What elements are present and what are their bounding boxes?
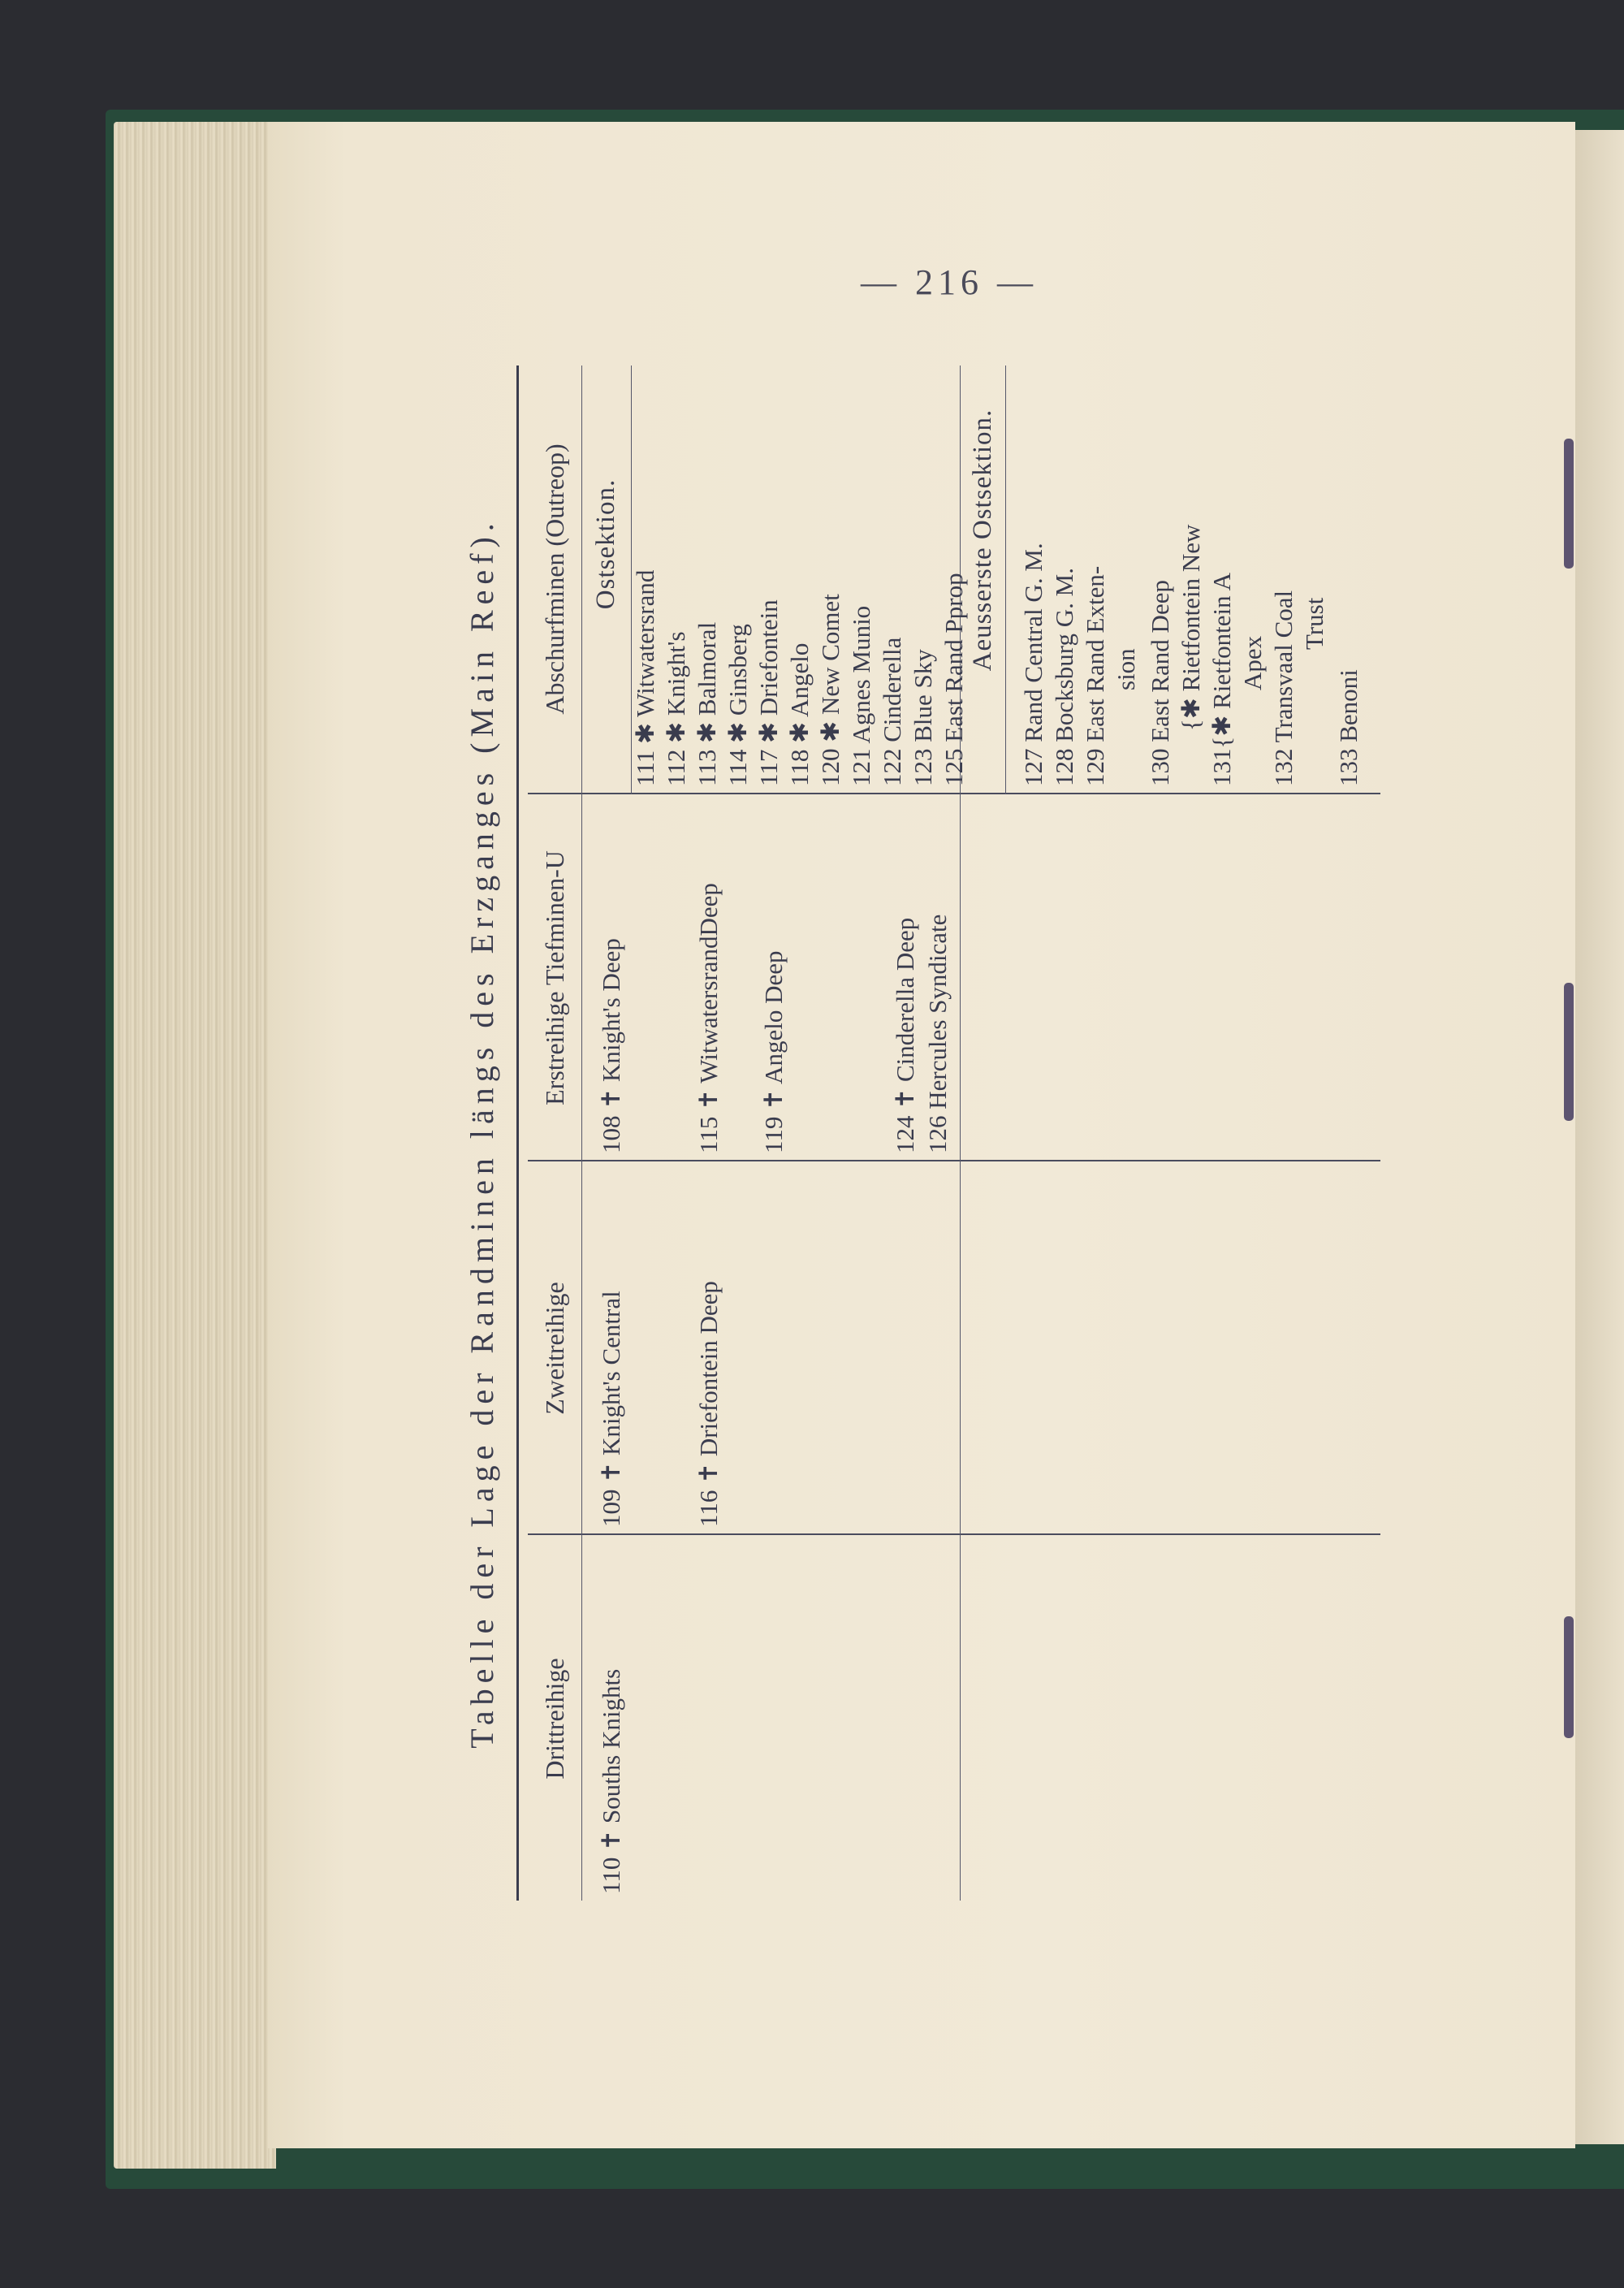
header-zweitreihige: Zweitreihige: [540, 1282, 569, 1415]
page-edges: [114, 122, 276, 2169]
table-row: 121 Agnes Munio: [847, 605, 875, 786]
mine-table: [463, 365, 1421, 1901]
table-row: {✱ Rietfontein New: [1177, 524, 1205, 731]
table-row: 120 ✱ New Comet: [816, 594, 844, 786]
table-row: 123 Blue Sky: [909, 649, 937, 786]
header-abschurf: Abschurfminen (Outreop): [540, 443, 569, 715]
table-row: 113 ✱ Balmoral: [693, 621, 721, 786]
table-row: 111 ✱ Witwatersrand: [631, 569, 659, 786]
table-row: 118 ✱ Angelo: [785, 642, 814, 786]
table-title: Tabelle der Lage der Randminen längs des Erzganges (Main Reef).: [464, 517, 500, 1749]
table-row: 133 Benoni: [1334, 669, 1363, 786]
header-erstreihige: Erstreihige Tiefminen-U: [540, 850, 569, 1105]
table-row: 125 East Rand Pprop: [939, 573, 968, 786]
section-aeusserste: Aeusserste Ostsektion.: [968, 409, 997, 672]
table-row: 131{✱ Rietfontein A: [1207, 572, 1236, 786]
table-row: 129 East Rand Exten-: [1081, 565, 1109, 786]
table-row: 126 Hercules Syndicate: [923, 914, 952, 1153]
table-row: sion: [1112, 648, 1140, 690]
table-row: 115 ✝ WitwatersrandDeep: [694, 883, 723, 1153]
table-row: 127 Rand Central G. M.: [1019, 543, 1047, 786]
table-row: Trust: [1300, 597, 1328, 650]
section-rule: [1005, 365, 1006, 794]
table-row: 124 ✝ Cinderella Deep: [891, 917, 919, 1153]
title-rule: [516, 365, 519, 1901]
header-rule: [581, 365, 582, 1901]
table-row: 116 ✝ Driefontein Deep: [694, 1281, 723, 1527]
table-row: 114 ✱ Ginsberg: [723, 624, 752, 786]
page-tab-mark: [1564, 439, 1574, 569]
column-divider: [528, 793, 1380, 794]
table-row: 132 Transvaal Coal: [1269, 590, 1298, 786]
table-row: 110 ✝ Souths Knights: [597, 1668, 625, 1894]
page-tab-mark: [1564, 1616, 1574, 1738]
header-drittreihige: Drittreihige: [540, 1658, 569, 1780]
table-row: 128 Bocksburg G. M.: [1050, 568, 1078, 786]
table-row: 130 East Rand Deep: [1146, 580, 1174, 786]
next-page-edge: [1575, 130, 1624, 2144]
table-row: 119 ✝ Angelo Deep: [759, 950, 788, 1153]
section-ostsektion: Ostsektion.: [591, 478, 620, 610]
table-row: 112 ✱ Knight's: [662, 631, 690, 786]
table-row: 122 Cinderella: [878, 637, 906, 786]
table-row: 108 ✝ Knight's Deep: [597, 938, 625, 1153]
table-row: 109 ✝ Knight's Central: [597, 1291, 625, 1527]
table-row: Apex: [1238, 635, 1267, 690]
column-divider: [528, 1160, 1380, 1161]
column-divider: [528, 1533, 1380, 1535]
page-number: — 216 —: [861, 262, 1038, 302]
page-tab-mark: [1564, 983, 1574, 1121]
table-row: 117 ✱ Driefontein: [754, 599, 783, 786]
